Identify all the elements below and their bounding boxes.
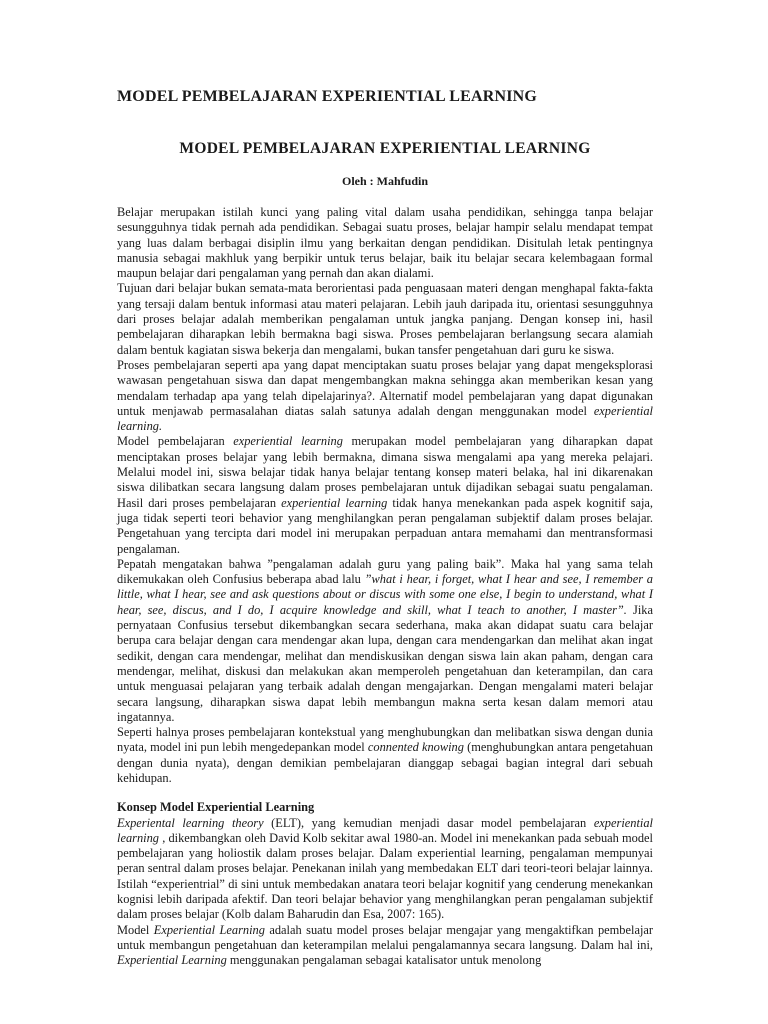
- document-page: [117, 86, 653, 969]
- paragraph: [117, 205, 653, 281]
- italic-text-run: Experiential Learning: [153, 922, 265, 937]
- section-heading: Konsep Model Experiential Learning: [117, 800, 315, 815]
- text-run: adalah suatu model proses belajar mengajar yang mengaktifkan pembelajar untuk membangun pengetahuan dan keterampilan melalui pengalamannya secara langsung. Dalam hal ini,: [117, 922, 654, 952]
- italic-text-run: experiential learning.: [117, 403, 653, 434]
- article-body: [117, 205, 653, 969]
- italic-text-run: experiential learning: [117, 815, 653, 845]
- italic-text-run: connented knowing: [367, 740, 464, 755]
- text-run: merupakan model pembelajaran yang diharapkan dapat menciptakan proses belajar yang lebih bermakna, dimana siswa mengalami apa yang mereka pelajari. Melalui model ini, siswa belajar tidak hanya belajar tentang konsep materi belaka, hal ini dikarenakan siswa dilibatkan secara langsung dalam proses pembelajaran untuk dijadikan sebagai suatu pengalaman. Hasil dari proses pembelajaran: [117, 434, 654, 510]
- paragraph: [117, 358, 653, 434]
- text-run: , dikembangkan oleh David Kolb sekitar awal 1980-an. Model ini menekankan pada sebuah model pembelajaran yang holiostik dalam proses belajar. Dalam experiential learning, pengalaman mempunyai peran sentral dalam proses belajar. Penekanan inilah yang membedakan ELT dari teori-teori belajar lainnya. Istilah “experientrial” di sini untuk membedakan anatara teori belajar kognitif yang cenderung menekankan kognisi lebih daripada afektif. Dan teori belajar behavior yang menghilangkan peran pengalaman subjektif dalam proses belajar (Kolb dalam Baharudin dan Esa, 2007: 165).: [117, 830, 653, 922]
- text-run: Model pembelajaran: [117, 434, 234, 449]
- document-header-title: MODEL PEMBELAJARAN EXPERIENTIAL LEARNING: [117, 88, 538, 105]
- text-run: (menghubungkan antara pengetahuan dengan dunia nyata), dengan demikian pembelajaran dianggap sebagai bagian integral dari sebuah kehidupan.: [117, 740, 653, 785]
- text-run: Proses pembelajaran seperti apa yang dapat menciptakan suatu proses belajar yang dapat mengeksplorasi wawasan pengetahuan siswa dan dapat mengembangkan makna sehingga akan memberikan kesan yang mendalam terhadap apa yang telah dipelajarinya?. Alternatif model pembelajaran yang dapat digunakan untuk menjawab permasalahan diatas salah satunya adalah dengan menggunakan model: [117, 357, 653, 418]
- text-run: Model: [117, 922, 154, 937]
- paragraph: [117, 557, 653, 725]
- author-byline: Oleh : Mahfudin: [341, 174, 428, 188]
- paragraph: [117, 434, 653, 556]
- text-run: Tujuan dari belajar bukan semata-mata berorientasi pada penguasaan materi dengan menghapal fakta-fakta yang tersaji dalam bentuk informasi atau materi pelajaran. Lebih jauh daripada itu, orientasi sesungguhnya dari proses belajar adalah memberikan pengalaman untuk jangka panjang. Dengan konsep ini, hasil pembelajaran diharapkan lebih bermakna bagi siswa. Proses pembelajaran berlangsung secara alamiah dalam bentuk kagiatan siswa bekerja dan mengalami, bukan tansfer pengetahuan dari guru ke siswa.: [117, 281, 653, 357]
- text-run: Seperti halnya proses pembelajaran kontekstual yang menghubungkan dan melibatkan siswa dengan dunia nyata, model ini pun lebih mengedepankan model: [117, 725, 653, 755]
- text-run: Jika pernyataan Confusius tersebut dikembangkan secara sederhana, maka akan didapat suatu cara belajar berupa cara belajar dengan cara mendengar akan lupa, dengan cara mendengarkan dan melihat akan ingat sedikit, dengan cara mendengar, melihat dan mendiskusikan dengan siswa lain akan paham, dengan cara mendengar, melihat, diskusi dan melakukan akan memperoleh pengetahuan dan keterampilan, dan cara untuk menguasai pelajaran yang terbaik adalah dengan mengajarkan. Dengan mengalami materi belajar secara langsung, diharapkan siswa dapat lebih membangun makna serta kesan dalam memori atau ingatannya.: [117, 602, 653, 724]
- paragraph: [117, 816, 653, 923]
- italic-text-run: Experiental learning theory: [117, 815, 264, 830]
- text-run: (ELT), yang kemudian menjadi dasar model pembelajaran: [263, 815, 594, 830]
- text-run: menggunakan pengalaman sebagai katalisator untuk menolong: [226, 953, 542, 968]
- paragraph: [117, 725, 653, 786]
- paragraph: [117, 923, 653, 969]
- italic-text-run: ”what i hear, i forget, what I hear and see, I remember a little, what I hear, see and ask questions about or discus with some one else, I begin to understand, what I hear, see, discus, and I do, I acquire knowledge and skill, what I teach to another, I master”.: [117, 572, 653, 617]
- italic-text-run: Experiential Learning: [117, 953, 227, 968]
- italic-text-run: experiential learning: [281, 495, 388, 510]
- article-title: MODEL PEMBELAJARAN EXPERIENTIAL LEARNING: [179, 140, 591, 157]
- paragraph: [117, 281, 653, 357]
- text-run: Belajar merupakan istilah kunci yang paling vital dalam usaha pendidikan, sehingga tanpa belajar sesungguhnya tidak pernah ada pendidikan. Sebagai suatu proses, belajar hampir selalu mendapat tempat yang luas dalam berbagai disiplin ilmu yang berkaitan dengan pendidikan. Disitulah letak pentingnya manusia sebagai makhluk yang berpikir untuk terus belajar, baik itu belajar secara kelembagaan formal maupun belajar dari pengalaman yang pernah dan akan dialami.: [117, 205, 653, 281]
- text-run: tidak hanya menekankan pada aspek kognitif saja, juga tidak seperti teori behavior yang menghilangkan peran pengalaman subjektif dalam proses belajar. Pengetahuan yang tercipta dari model ini merupakan perpaduan antara memahami dan mentransformasi pengalaman.: [117, 495, 653, 556]
- text-run: Pepatah mengatakan bahwa ”pengalaman adalah guru yang paling baik”. Maka hal yang sama telah dikemukakan oleh Confusius beberapa abad lalu: [117, 556, 653, 587]
- italic-text-run: experiential learning: [233, 434, 343, 449]
